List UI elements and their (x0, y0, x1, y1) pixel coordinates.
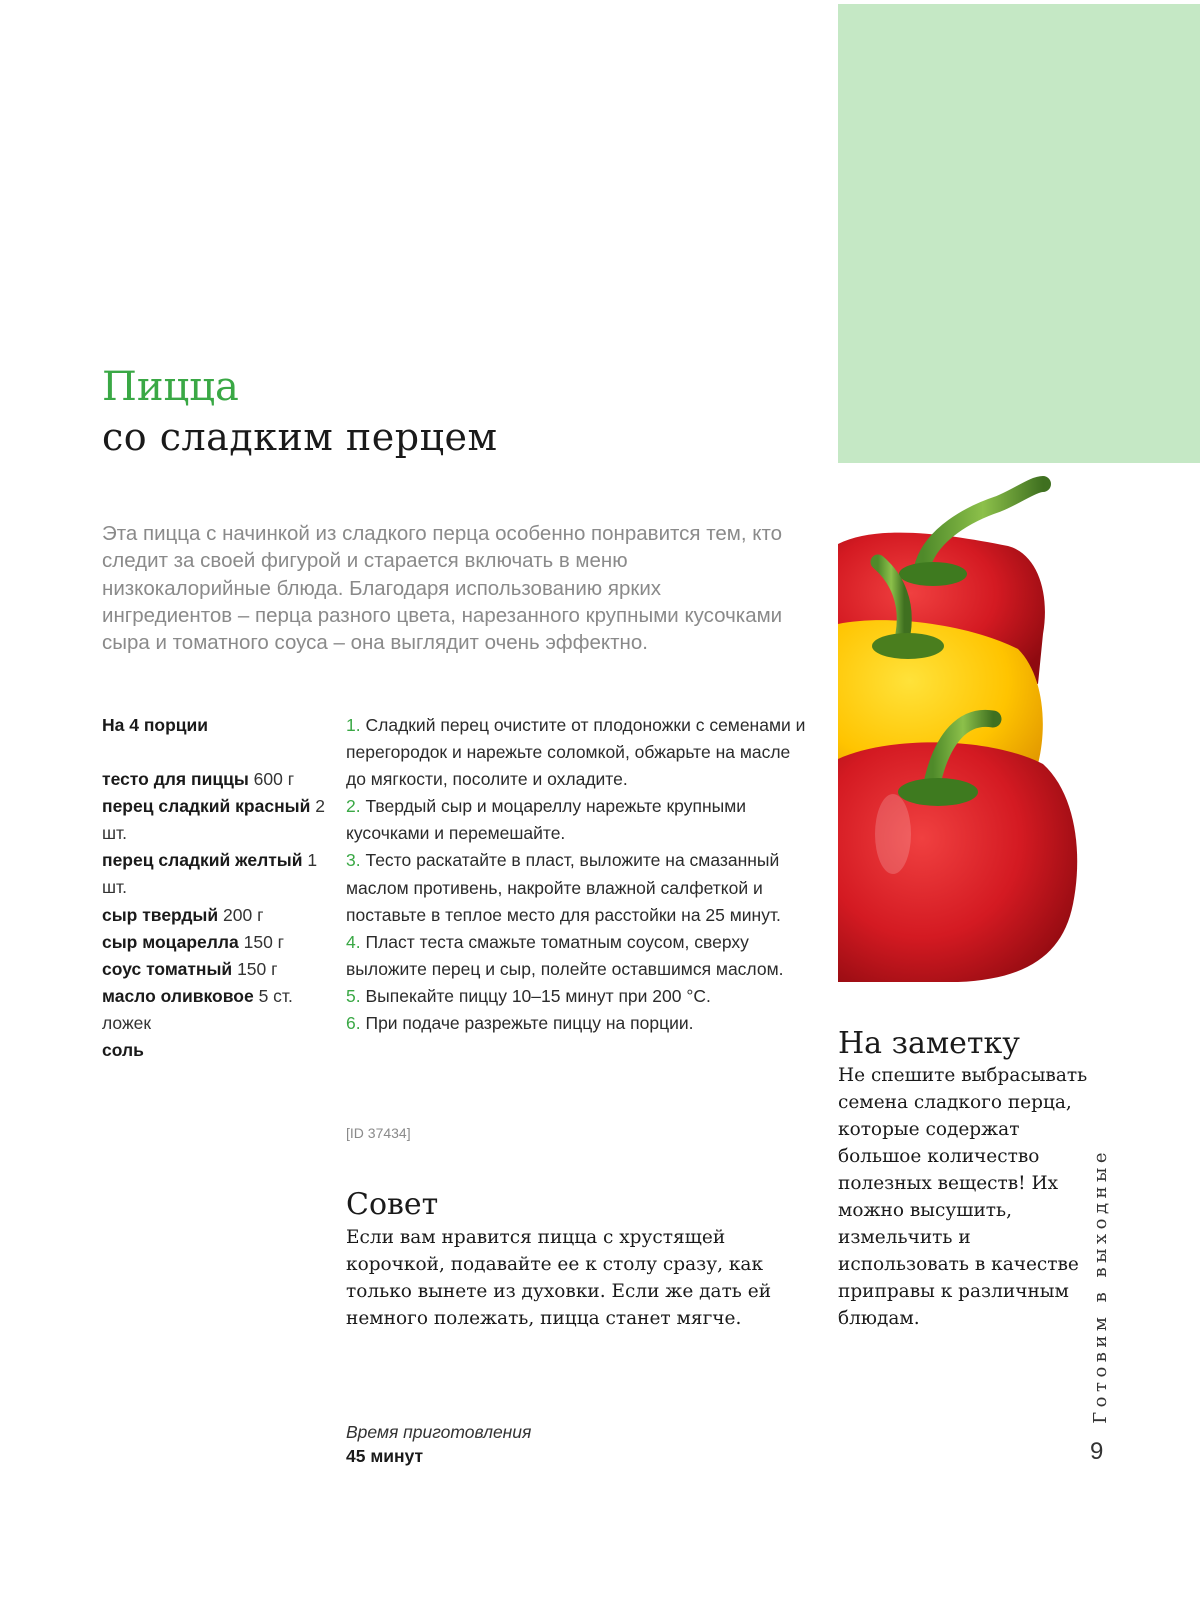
ingredient-item (102, 929, 332, 956)
section-label-text: Готовим в выходные (1089, 1148, 1111, 1424)
section-label (1084, 1150, 1116, 1422)
ingredient-item (102, 902, 332, 929)
cooking-time-value: 45 минут (346, 1446, 424, 1466)
step-text: Твердый сыр и моцареллу нарежьте крупными кусочками и перемешайте. (346, 796, 746, 844)
step-text: Сладкий перец очистите от плодоножки с семенами и перегородок и нарежьте соломкой, обжарьте на масле до мягкости, посолите и охладите. (346, 715, 806, 790)
servings-label: На 4 порции (102, 715, 209, 735)
ingredient-quantity: 5 ст. ложек (102, 985, 293, 1033)
ingredient-item (102, 1037, 332, 1064)
ingredient-item (102, 983, 332, 1037)
ingredient-name: соус томатный (102, 958, 233, 979)
step-number: 3. (346, 850, 361, 871)
ingredient-name: сыр моцарелла (102, 931, 239, 952)
pepper-red-front (838, 718, 1077, 982)
step-text: Тесто раскатайте в пласт, выложите на смазанный маслом противень, накройте влажной салфеткой и поставьте в теплое место для расстойки на 25 минут. (346, 850, 781, 925)
cooking-time-label: Время приготовления (346, 1422, 532, 1442)
ingredient-name: перец сладкий желтый (102, 850, 303, 871)
step-item (346, 712, 806, 793)
ingredient-item (102, 766, 332, 793)
ingredient-quantity: 150 г (237, 958, 278, 979)
decorative-green-block (838, 4, 1200, 463)
step-item (346, 1010, 806, 1037)
ingredient-item (102, 956, 332, 983)
recipe-title-line2: со сладким перцем (102, 415, 498, 459)
advice-text: Если вам нравится пицца с хрустящей корочкой, подавайте ее к столу сразу, как только вынете из духовки. Если же дать ей немного полежать, пицца станет мягче. (346, 1227, 772, 1329)
ingredient-name: перец сладкий красный (102, 796, 311, 817)
ingredient-name: соль (102, 1040, 144, 1061)
step-item (346, 929, 806, 983)
ingredient-quantity: 1 шт. (102, 850, 318, 898)
ingredient-item (102, 793, 332, 847)
recipe-title-line1: Пицца (102, 364, 239, 410)
ingredient-quantity: 600 г (253, 769, 295, 790)
recipe-id: [ID 37434] (346, 1125, 411, 1141)
step-item (346, 983, 806, 1010)
ingredient-name: масло оливковое (102, 985, 254, 1006)
step-text: Пласт теста смажьте томатным соусом, сверху выложите перец и сыр, полейте оставшимся маслом. (346, 931, 784, 979)
step-number: 2. (346, 796, 361, 817)
steps-list (346, 712, 806, 1037)
step-number: 6. (346, 1013, 361, 1034)
ingredient-name: тесто для пиццы (102, 769, 249, 790)
page-number: 9 (1090, 1438, 1104, 1465)
step-number: 5. (346, 985, 361, 1006)
note-text: Не спешите выбрасывать семена сладкого перца, которые содержат большое количество полезных веществ! Их можно высушить, измельчить и использовать в качестве приправы к различным блюдам. (838, 1065, 1088, 1329)
step-text: Выпекайте пиццу 10–15 минут при 200 °С. (365, 985, 711, 1006)
step-number: 1. (346, 715, 361, 735)
ingredient-quantity: 150 г (243, 931, 285, 952)
ingredient-item (102, 847, 332, 901)
step-number: 4. (346, 931, 361, 952)
advice-title: Совет (346, 1187, 439, 1222)
ingredients-list (102, 712, 332, 1064)
step-item (346, 847, 806, 928)
step-text: При подаче разрежьте пиццу на порции. (365, 1013, 694, 1034)
pepper-photo (838, 474, 1088, 986)
ingredient-quantity: 200 г (223, 904, 264, 925)
note-title: На заметку (838, 1026, 1020, 1061)
step-item (346, 793, 806, 847)
ingredient-name: сыр твердый (102, 904, 219, 925)
ingredient-quantity: 2 шт. (102, 796, 325, 844)
intro-text: Эта пицца с начинкой из сладкого перца особенно понравится тем, кто следит за своей фигурой и старается включать в меню низкокалорийные блюда. Благодаря использованию ярких ингредиентов – перца разного цвета, нарезанного крупными кусочками сыра и томатного соуса – она выглядит очень эффектно. (102, 522, 783, 655)
recipe-title (102, 362, 498, 462)
